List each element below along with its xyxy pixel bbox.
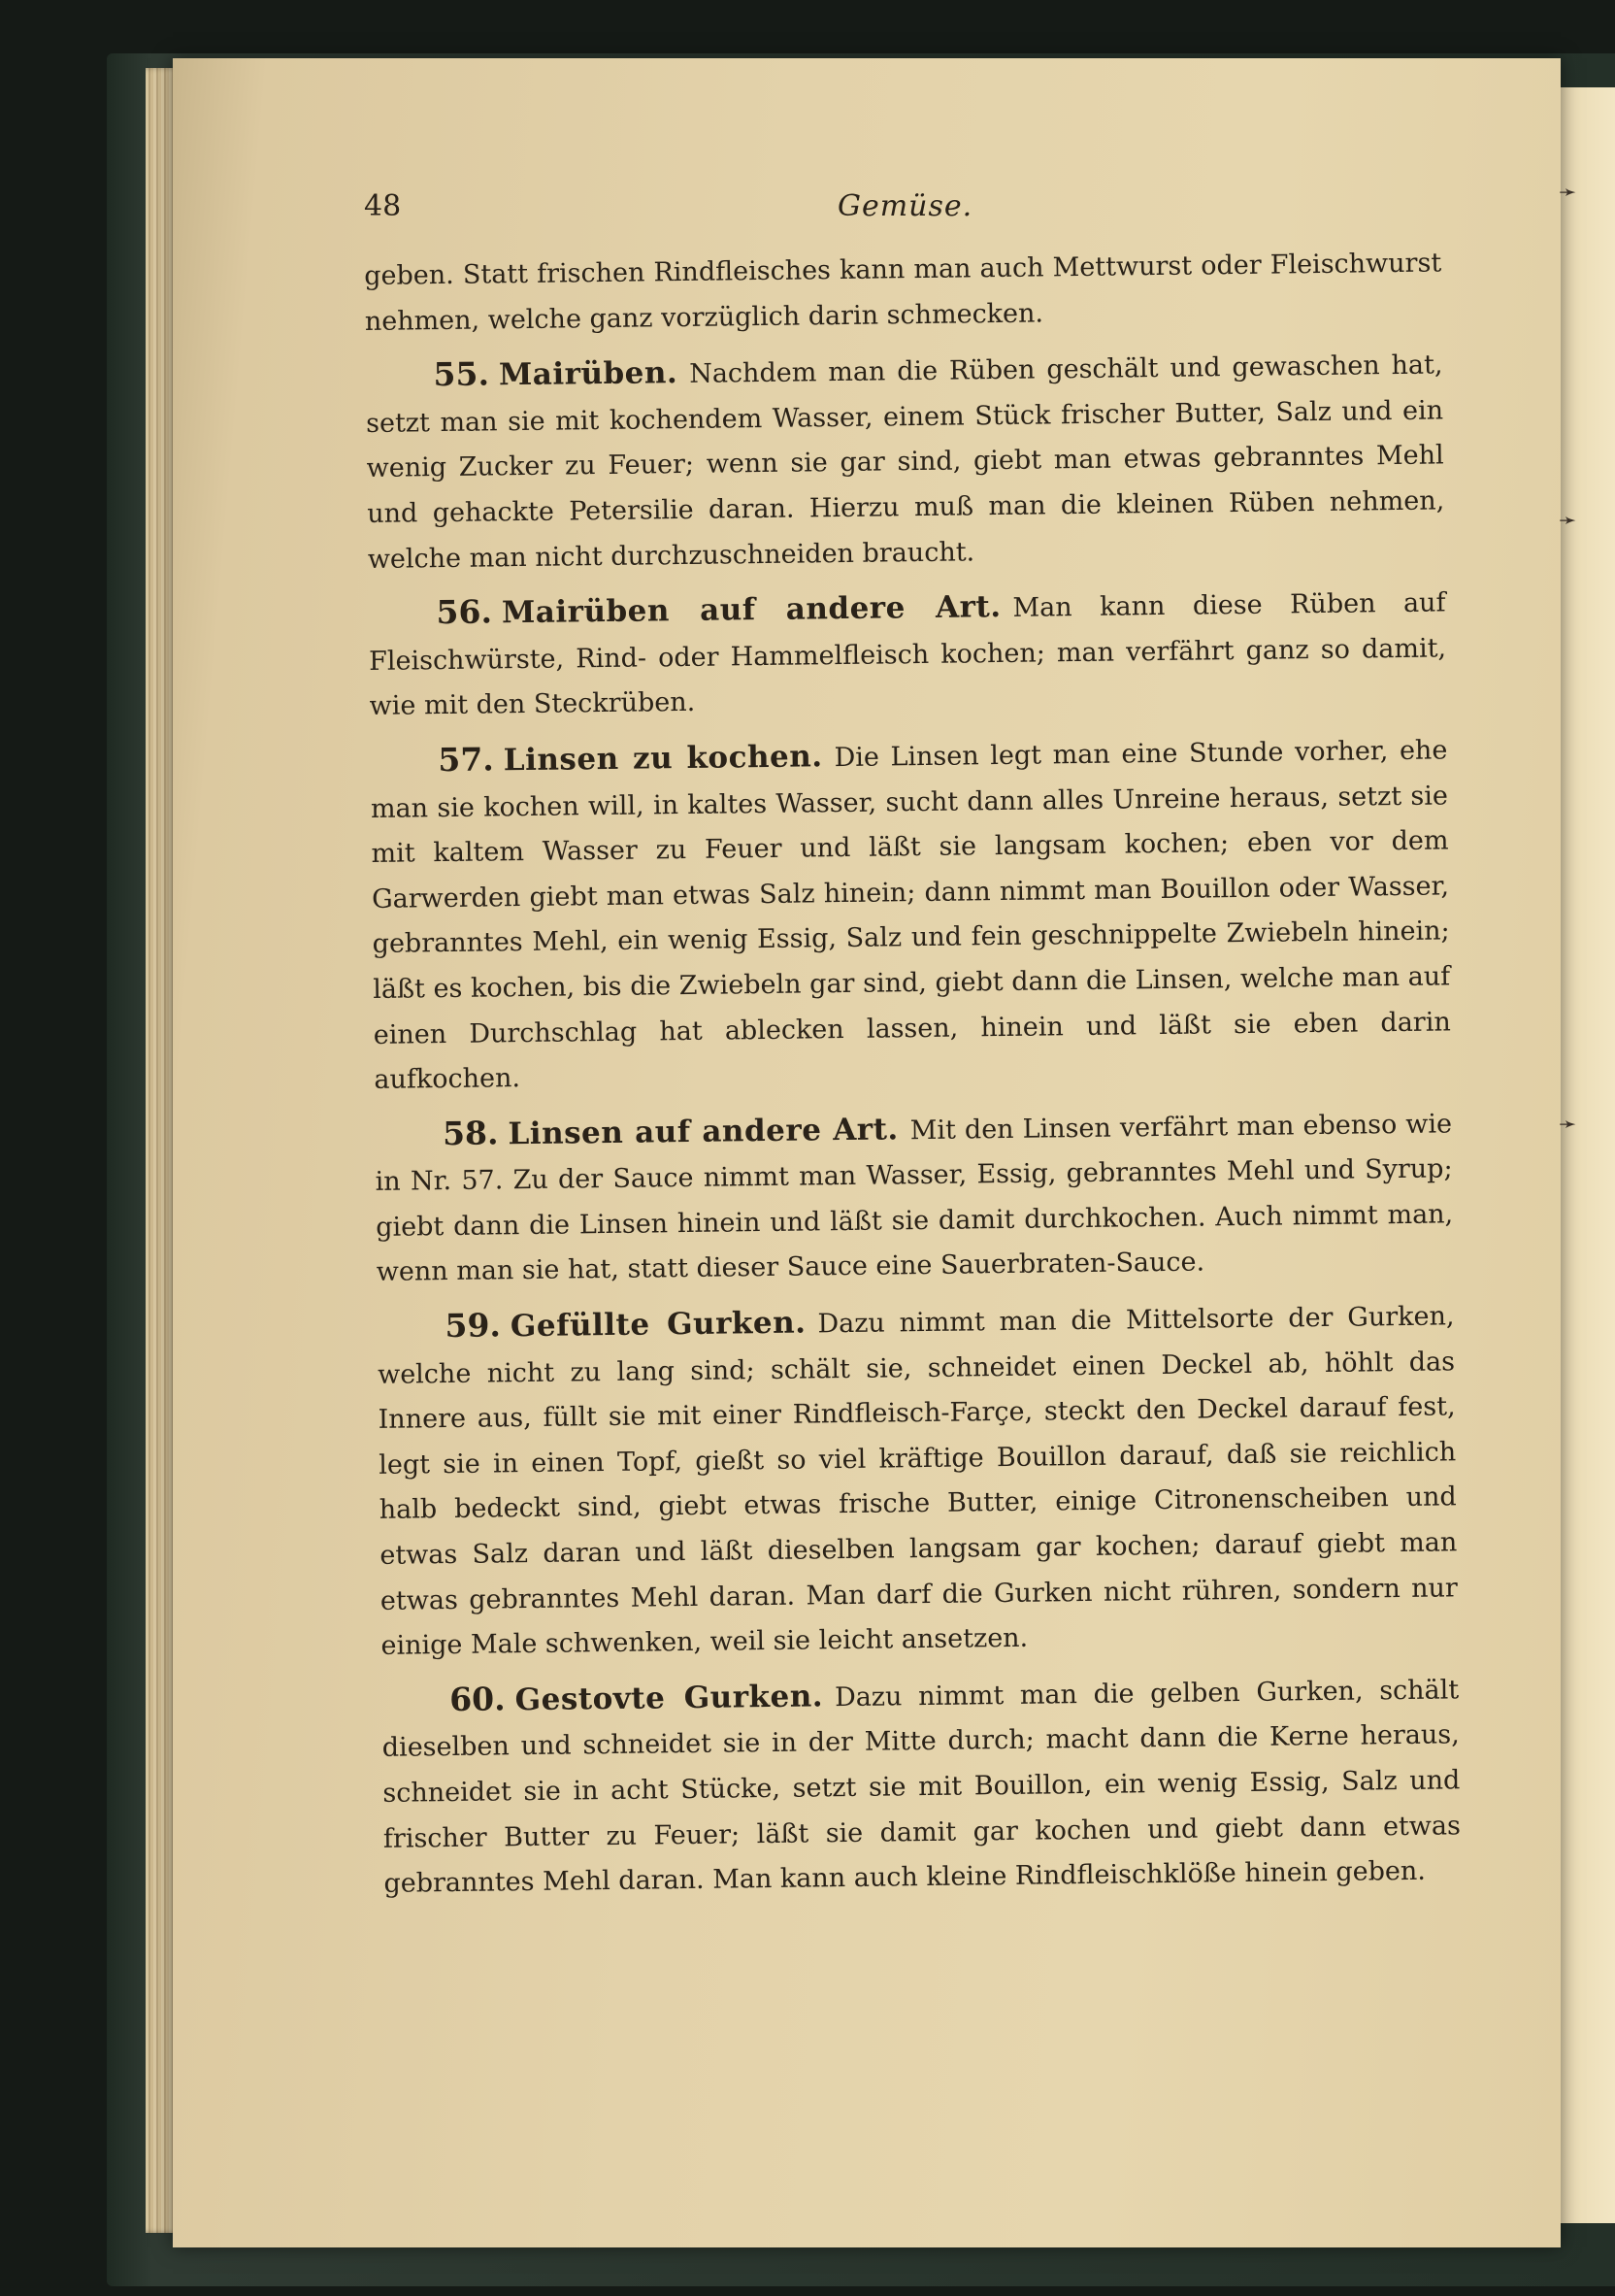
recipe-number: 55. — [433, 354, 490, 394]
recipe-text: Mit den Linsen verfährt man ebenso wie in Nr. 57. Zu der Sauce nimmt man Wasser, Essig, gebranntes Mehl und Syrup; giebt dann die Linsen hinein und läßt sie damit durchkochen. Auch nimmt man, wenn man sie hat, statt dieser Sauce eine Sauerbraten-Sauce. — [375, 1109, 1454, 1288]
recipe-title: Gestovte Gurken. — [514, 1679, 824, 1718]
recipe-text: Dazu nimmt man die gelben Gurken, schält dieselben und schneidet sie in der Mitte durch; macht dann die Kerne heraus, schneidet sie in acht Stücke, setzt sie mit Bouillon, ein wenig Essig, Salz und frischer Butter zu Feuer; läßt sie damit gar kochen und giebt dann etwas gebranntes Mehl daran. Man kann auch kleine Rindfleischklöße hinein geben. — [381, 1675, 1462, 1900]
recipe-text: Dazu nimmt man die Mittelsorte der Gurken, welche nicht zu lang sind; schält sie, schneidet einen Deckel ab, höhlt das Innere aus, füllt sie mit einer Rindfleisch-Farçe, steckt den Deckel darauf fest, legt sie in einen Topf, gießt so viel kräftige Bouillon darauf, daß sie reichlich halb bedeckt sind, giebt etwas frische Butter, einige Citronenscheiben und etwas Salz daran und läßt dieselben langsam gar kochen; darauf giebt man etwas gebranntes Mehl daran. Man darf die Gurken nicht rühren, sondern nur einige Male schwenken, weil sie leicht ansetzen. — [377, 1301, 1459, 1662]
facing-page-edge — [1553, 87, 1615, 2223]
recipe-55 — [365, 341, 1445, 583]
recipe-title: Linsen zu kochen. — [503, 739, 823, 779]
recipe-title: Mairüben. — [498, 355, 678, 393]
recipe-60 — [381, 1665, 1462, 1908]
recipe-56 — [368, 579, 1447, 730]
page-number: 48 — [364, 189, 402, 223]
recipe-text: Die Linsen legt man eine Stunde vorher, ehe man sie kochen will, in kaltes Wasser, sucht dann alles Unreine heraus, setzt sie mit kaltem Wasser zu Feuer und läßt sie langsam kochen; eben vor dem Garwerden giebt man etwas Salz hinein; dann nimmt man Bouillon oder Wasser, gebranntes Mehl, ein wenig Essig, Salz und fein geschnippelte Zwiebeln hinein; läßt es kochen, bis die Zwiebeln gar sind, giebt dann die Linsen, welche man auf einen Durchschlag hat ablecken lassen, hinein und läßt sie eben darin aufkochen. — [370, 735, 1451, 1096]
margin-arrow-icon: ➛ — [1559, 181, 1577, 205]
recipe-57 — [370, 725, 1452, 1103]
page-body — [364, 241, 1462, 1907]
recipe-text: Man kann diese Rüben auf Fleischwürste, Rind- oder Hammelfleisch kochen; man verfährt ganz so damit, wie mit den Steckrüben. — [368, 587, 1447, 722]
recipe-59 — [377, 1291, 1459, 1669]
continuation-paragraph: geben. Statt frischen Rindfleisches kann man auch Mettwurst oder Fleischwurst nehmen, welche ganz vorzüglich darin schmecken. — [364, 248, 1442, 337]
running-head: Gemüse. — [838, 189, 973, 223]
margin-arrow-icon: ➛ — [1559, 509, 1577, 533]
recipe-title: Gefüllte Gurken. — [510, 1305, 807, 1345]
recipe-title: Linsen auf andere Art. — [508, 1112, 899, 1151]
margin-arrow-icon: ➛ — [1559, 1113, 1577, 1137]
recipe-number: 57. — [438, 740, 495, 780]
recipe-number: 58. — [442, 1114, 499, 1152]
recipe-number: 56. — [436, 592, 493, 632]
recipe-title: Mairüben auf andere Art. — [501, 589, 1002, 631]
recipe-58 — [375, 1099, 1454, 1296]
recipe-text: Nachdem man die Rüben geschält und gewaschen hat, setzt man sie mit kochendem Wasser, einem Stück frischer Butter, Salz und ein wenig Zucker zu Feuer; wenn sie gar sind, giebt man etwas gebranntes Mehl und gehackte Petersilie daran. Hierzu muß man die kleinen Rüben nehmen, welche man nicht durchzuschneiden braucht. — [365, 349, 1445, 575]
recipe-number: 60. — [448, 1680, 506, 1718]
recipe-number: 59. — [445, 1306, 502, 1346]
page-header — [364, 189, 1461, 228]
